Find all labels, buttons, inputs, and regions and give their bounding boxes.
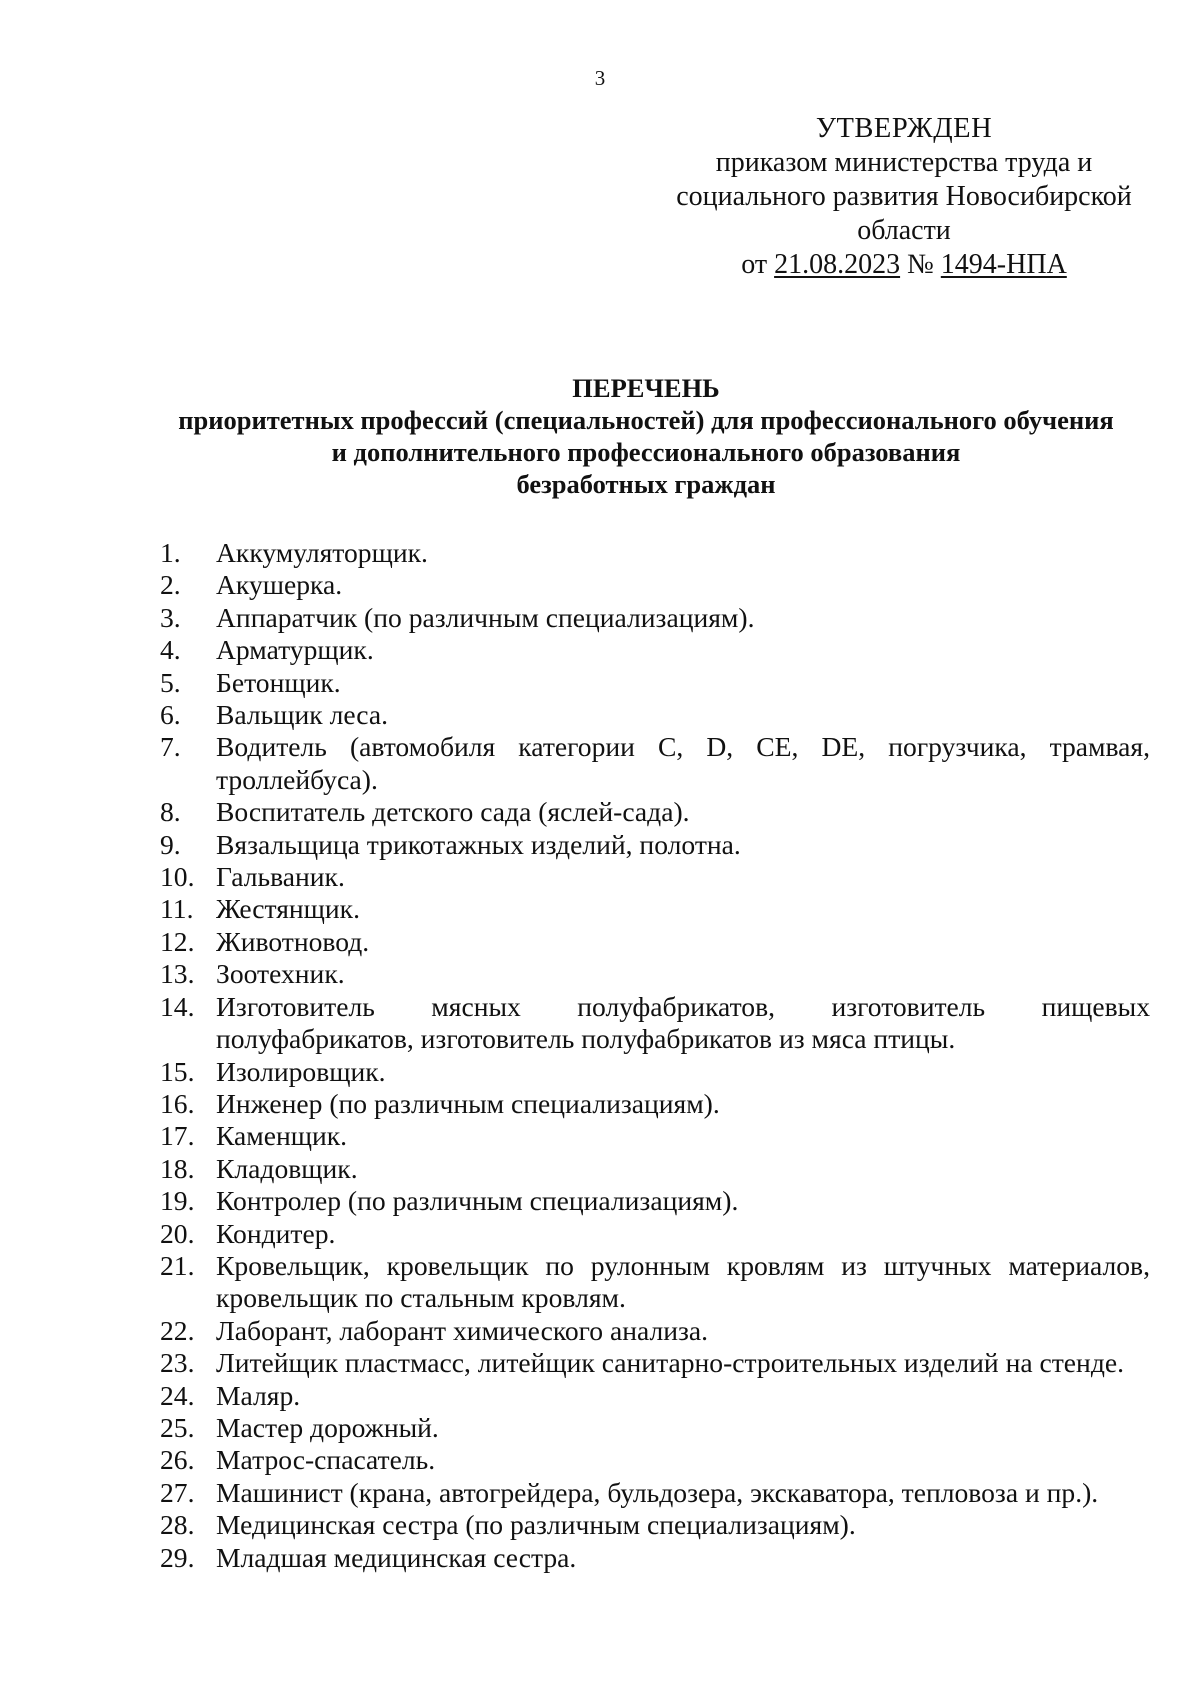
- list-item: [0, 699, 1150, 731]
- list-item: [0, 602, 1150, 634]
- list-item: [0, 926, 1150, 958]
- approval-stamp: [620, 112, 1188, 282]
- list-item-text: Кладовщик.: [216, 1152, 358, 1184]
- list-item-text: Инженер (по различным специализациям).: [216, 1087, 720, 1119]
- approval-date-prefix: от: [741, 249, 768, 280]
- list-item: [0, 1088, 1150, 1120]
- list-item: [0, 1056, 1150, 1088]
- list-item: [0, 1185, 1150, 1217]
- list-item: [0, 1120, 1150, 1152]
- list-item-text: Вальщик леса.: [216, 699, 389, 731]
- list-item-text: Матрос-спасатель.: [216, 1444, 436, 1476]
- list-item-number: 15.: [160, 1055, 195, 1087]
- list-item: [0, 1509, 1150, 1541]
- list-item: [0, 1380, 1150, 1412]
- list-item-number: 9.: [160, 828, 181, 860]
- list-item-text: Мастер дорожный.: [216, 1411, 439, 1443]
- list-item-number: 23.: [160, 1347, 195, 1379]
- list-item-number: 1.: [160, 537, 181, 568]
- approval-number-sign: №: [907, 249, 934, 280]
- list-item-number: 17.: [160, 1120, 195, 1152]
- list-item-number: 14.: [160, 990, 195, 1022]
- list-item-number: 29.: [160, 1541, 195, 1573]
- list-item-text: Каменщик.: [216, 1120, 348, 1152]
- approval-date-line: [620, 248, 1188, 282]
- list-item-text: Животновод.: [216, 925, 370, 957]
- list-item: [0, 1412, 1150, 1444]
- list-item-number: 18.: [160, 1152, 195, 1184]
- profession-list: [0, 537, 1200, 1574]
- list-item-number: 20.: [160, 1217, 195, 1249]
- list-item-text: Бетонщик.: [216, 666, 341, 698]
- list-item: [0, 958, 1150, 990]
- list-item-number: 5.: [160, 666, 181, 698]
- list-item-text: Младшая медицинская сестра.: [216, 1541, 577, 1573]
- list-item: [0, 893, 1150, 925]
- list-item: [0, 1153, 1150, 1185]
- document-heading: [100, 372, 1192, 500]
- list-item-text: Жестянщик.: [216, 893, 360, 925]
- list-item-number: 19.: [160, 1185, 195, 1217]
- list-item-number: 7.: [160, 731, 181, 763]
- list-item-text: Маляр.: [216, 1379, 301, 1411]
- page-number: 3: [594, 66, 606, 90]
- list-item: [0, 991, 1150, 1056]
- heading-line-2: и дополнительного профессионального образования: [331, 437, 961, 467]
- list-item: [0, 861, 1150, 893]
- list-item-text: Кровельщик, кровельщик по рулонным кровлям из штучных материалов, кровельщик по стальным кровлям.: [216, 1249, 1150, 1314]
- list-item-number: 22.: [160, 1314, 195, 1346]
- approval-title: УТВЕРЖДЕН: [815, 113, 993, 144]
- list-item-number: 16.: [160, 1087, 195, 1119]
- list-item-text: Кондитер.: [216, 1217, 336, 1249]
- list-item-number: 27.: [160, 1476, 195, 1508]
- list-item-text: Вязальщица трикотажных изделий, полотна.: [216, 828, 741, 860]
- list-item: [0, 731, 1150, 796]
- list-item-text: Литейщик пластмасс, литейщик санитарно-строительных изделий на стенде.: [216, 1347, 1125, 1379]
- list-item: [0, 1444, 1150, 1476]
- list-item-number: 21.: [160, 1249, 195, 1281]
- approval-line-3: области: [857, 215, 951, 246]
- list-item-text: Лаборант, лаборант химического анализа.: [216, 1314, 709, 1346]
- list-item-text: Воспитатель детского сада (яслей-сада).: [216, 796, 690, 828]
- list-item-number: 25.: [160, 1411, 195, 1443]
- list-item-number: 26.: [160, 1444, 195, 1476]
- list-item: [0, 1542, 1150, 1574]
- approval-doc-number: 1494-НПА: [940, 249, 1067, 280]
- list-item-text: Аппаратчик (по различным специализациям).: [216, 601, 755, 633]
- list-item: [0, 1250, 1150, 1315]
- approval-date: 21.08.2023: [774, 249, 901, 280]
- list-item: [0, 667, 1150, 699]
- heading-line-3: безработных граждан: [516, 469, 776, 499]
- list-item: [0, 537, 1150, 569]
- list-item-text: Контролер (по различным специализациям).: [216, 1185, 739, 1217]
- heading-title: ПЕРЕЧЕНЬ: [572, 373, 720, 403]
- list-item: [0, 634, 1150, 666]
- approval-line-1: приказом министерства труда и: [715, 147, 1093, 178]
- list-item-number: 8.: [160, 796, 181, 828]
- list-item: [0, 1315, 1150, 1347]
- list-item-number: 2.: [160, 569, 181, 601]
- list-item-number: 24.: [160, 1379, 195, 1411]
- list-item-text: Арматурщик.: [216, 634, 374, 666]
- list-item-text: Аккумуляторщик.: [216, 537, 428, 568]
- list-item-text: Изготовитель мясных полуфабрикатов, изготовитель пищевых полуфабрикатов, изготовитель полуфабрикатов из мяса птицы.: [216, 990, 1150, 1055]
- heading-line-1: приоритетных профессий (специальностей) для профессионального обучения: [178, 405, 1114, 435]
- list-item-number: 28.: [160, 1509, 195, 1541]
- list-item-text: Водитель (автомобиля категории C, D, CE, DE, погрузчика, трамвая, троллейбуса).: [216, 731, 1150, 795]
- list-item-number: 11.: [160, 893, 194, 925]
- list-item: [0, 796, 1150, 828]
- list-item: [0, 1477, 1150, 1509]
- list-item-text: Изолировщик.: [216, 1055, 386, 1087]
- list-item-text: Медицинская сестра (по различным специализациям).: [216, 1509, 856, 1541]
- list-item-number: 12.: [160, 925, 195, 957]
- list-item-text: Зоотехник.: [216, 958, 345, 990]
- list-item-number: 10.: [160, 861, 195, 893]
- list-item-number: 4.: [160, 634, 181, 666]
- list-item-number: 6.: [160, 699, 181, 731]
- list-item: [0, 1347, 1150, 1379]
- list-item-number: 13.: [160, 958, 195, 990]
- list-item: [0, 569, 1150, 601]
- list-item: [0, 829, 1150, 861]
- list-item-text: Машинист (крана, автогрейдера, бульдозера, экскаватора, тепловоза и пр.).: [216, 1476, 1099, 1508]
- list-item-text: Гальваник.: [216, 861, 345, 893]
- list-item: [0, 1218, 1150, 1250]
- list-item-text: Акушерка.: [216, 569, 343, 601]
- approval-line-2: социального развития Новосибирской: [676, 181, 1132, 212]
- list-item-number: 3.: [160, 601, 181, 633]
